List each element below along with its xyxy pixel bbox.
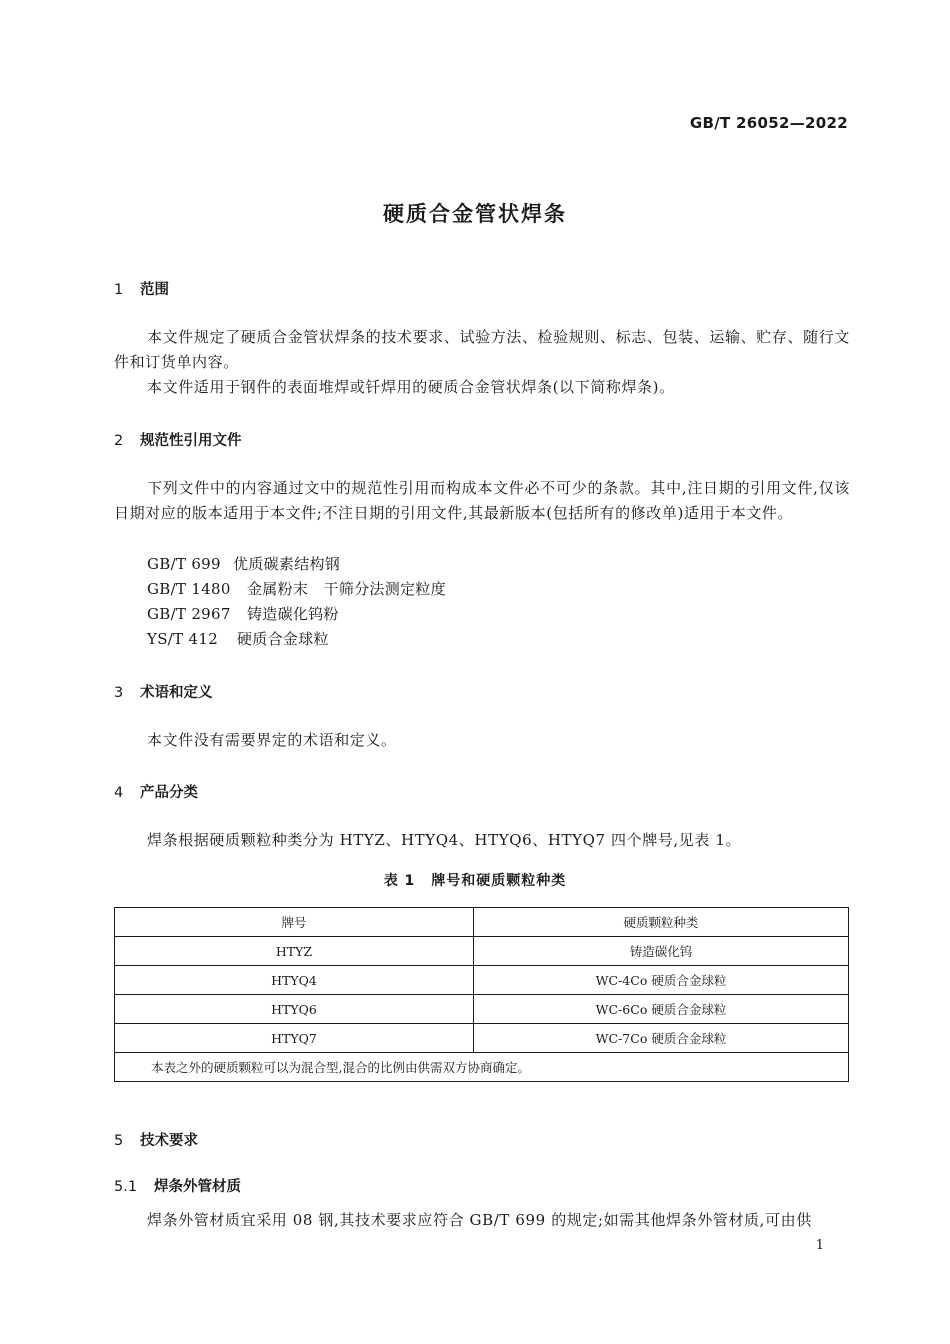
section-heading <box>114 429 242 450</box>
section-body <box>114 828 850 853</box>
reference-item <box>147 628 329 649</box>
section-body <box>114 728 850 753</box>
reference-item <box>147 578 446 599</box>
paragraph: 本文件规定了硬质合金管状焊条的技术要求、试验方法、检验规则、标志、包装、运输、贮存、随行文件和订货单内容。 <box>114 328 850 371</box>
reference-title: 硬质合金球粒 <box>237 630 329 648</box>
reference-code: GB/T 2967 <box>147 605 231 623</box>
table-caption <box>0 870 950 890</box>
paragraph: 焊条根据硬质颗粒种类分为 HTYZ、HTYQ4、HTYQ6、HTYQ7 四个牌号,见表 1。 <box>147 831 742 849</box>
section-heading <box>114 278 169 299</box>
table-row <box>115 1024 849 1053</box>
grade-table <box>114 907 849 1082</box>
table-cell: WC-4Co 硬质合金球粒 <box>474 966 849 995</box>
section-title: 范围 <box>140 282 169 298</box>
table-cell: HTYQ4 <box>115 966 474 995</box>
subsection-heading <box>114 1175 241 1196</box>
table-cell: HTYQ7 <box>115 1024 474 1053</box>
section-heading <box>114 681 213 702</box>
reference-title: 优质碳素结构钢 <box>233 555 341 573</box>
table-cell: WC-7Co 硬质合金球粒 <box>474 1024 849 1053</box>
paragraph: 焊条外管材质宜采用 08 钢,其技术要求应符合 GB/T 699 的规定;如需其他焊条外管材质,可由供 <box>147 1211 812 1229</box>
table-header-cell: 硬质颗粒种类 <box>474 908 849 937</box>
section-number: 5.1 <box>114 1179 138 1195</box>
table-header-row <box>115 908 849 937</box>
table-row <box>115 937 849 966</box>
reference-code: YS/T 412 <box>147 630 219 648</box>
table-cell: HTYZ <box>115 937 474 966</box>
paragraph: 本文件适用于钢件的表面堆焊或钎焊用的硬质合金管状焊条(以下简称焊条)。 <box>147 378 675 396</box>
section-body <box>114 1208 850 1233</box>
reference-item <box>147 553 340 574</box>
section-number: 3 <box>114 685 124 701</box>
paragraph: 本文件没有需要界定的术语和定义。 <box>147 731 397 749</box>
table-label: 表 1 <box>383 873 416 889</box>
page-number: 1 <box>815 1238 824 1253</box>
section-number: 1 <box>114 282 124 298</box>
section-body <box>114 325 850 400</box>
reference-item <box>147 603 339 624</box>
table-cell: WC-6Co 硬质合金球粒 <box>474 995 849 1024</box>
table-note-row <box>115 1053 849 1082</box>
document-title: 硬质合金管状焊条 <box>383 202 567 226</box>
section-number: 2 <box>114 433 124 449</box>
section-title: 产品分类 <box>140 785 198 801</box>
table-caption-text: 牌号和硬质颗粒种类 <box>431 873 567 889</box>
section-body <box>114 476 850 526</box>
section-number: 4 <box>114 785 124 801</box>
section-title: 焊条外管材质 <box>154 1179 241 1195</box>
reference-title: 金属粉末 干筛分法测定粒度 <box>247 580 446 598</box>
section-number: 5 <box>114 1133 124 1149</box>
reference-code: GB/T 699 <box>147 555 221 573</box>
section-title: 术语和定义 <box>140 685 213 701</box>
reference-code: GB/T 1480 <box>147 580 231 598</box>
section-title: 规范性引用文件 <box>140 433 242 449</box>
section-heading <box>114 1129 198 1150</box>
section-title: 技术要求 <box>140 1133 198 1149</box>
table-header-cell: 牌号 <box>115 908 474 937</box>
table-row <box>115 966 849 995</box>
paragraph: 下列文件中的内容通过文中的规范性引用而构成本文件必不可少的条款。其中,注日期的引用文件,仅该日期对应的版本适用于本文件;不注日期的引用文件,其最新版本(包括所有的修改单)适用于本文件。 <box>114 479 850 522</box>
table-cell: HTYQ6 <box>115 995 474 1024</box>
table-cell: 铸造碳化钨 <box>474 937 849 966</box>
reference-title: 铸造碳化钨粉 <box>247 605 339 623</box>
standard-code: GB/T 26052—2022 <box>689 114 848 132</box>
section-heading <box>114 781 198 802</box>
table-row <box>115 995 849 1024</box>
table-note: 本表之外的硬质颗粒可以为混合型,混合的比例由供需双方协商确定。 <box>115 1053 849 1082</box>
